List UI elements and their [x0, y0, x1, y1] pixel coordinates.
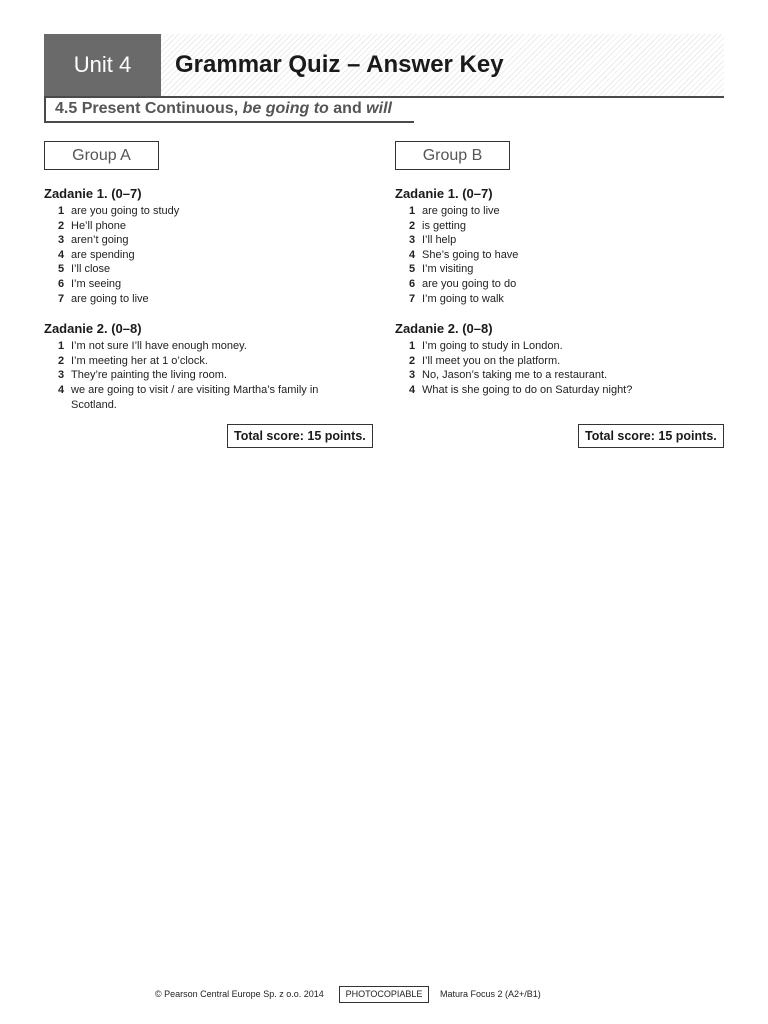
list-item: 3 I’ll help — [409, 234, 457, 247]
list-item: 1 I’m not sure I’ll have enough money. — [58, 340, 247, 353]
group-a-task2-answers — [44, 339, 374, 412]
list-item: 1 are going to live — [409, 205, 500, 217]
list-item: 6 are you going to do — [409, 277, 517, 290]
group-b-task1-answers — [395, 204, 725, 306]
section-title-italic-1: be going to — [242, 100, 329, 117]
group-b-task1-title: Zadanie 1. (0–7) — [395, 186, 493, 201]
group-b-task2-title: Zadanie 2. (0–8) — [395, 321, 493, 337]
section-number: 4.5 — [55, 100, 78, 117]
list-item: 7 are going to live — [58, 292, 149, 305]
page-title: Grammar Quiz – Answer Key — [175, 51, 504, 78]
list-item: 7 I’m going to walk — [409, 292, 504, 305]
group-a-task1-title: Zadanie 1. (0–7) — [44, 186, 142, 201]
list-item: 4 She’s going to have — [409, 248, 519, 261]
list-item: 1 I’m going to study in London. — [409, 340, 563, 353]
list-item: 6 I’m seeing — [58, 277, 122, 290]
list-item: 3 aren’t going — [58, 234, 129, 247]
group-a-label: Group A — [44, 141, 159, 170]
list-item: 2 I’m meeting her at 1 o’clock. — [58, 354, 208, 367]
photocopiable-badge: PHOTOCOPIABLE — [339, 986, 429, 1003]
list-item: 2 is getting — [409, 219, 467, 232]
group-b-total-score: Total score: 15 points. — [578, 424, 724, 448]
list-item: 2 I’ll meet you on the platform. — [409, 354, 561, 367]
section-title-part-1: Present Continuous, — [81, 100, 239, 117]
group-a-task1-answers — [44, 204, 374, 306]
section-title-italic-2: will — [366, 100, 392, 117]
group-a-task2-title: Zadanie 2. (0–8) — [44, 321, 142, 337]
list-item: 1 are you going to study — [58, 205, 180, 217]
section-subtitle — [44, 97, 414, 123]
list-item: 5 I’ll close — [58, 263, 111, 276]
group-a-total-score: Total score: 15 points. — [227, 424, 373, 448]
list-item: 5 I’m visiting — [409, 263, 474, 276]
unit-label: Unit 4 — [44, 34, 161, 96]
list-item: 4 are spending — [58, 248, 135, 261]
list-item: 2 He’ll phone — [58, 219, 127, 232]
group-b-label: Group B — [395, 141, 510, 170]
list-item: 4 we are going to visit / are visiting Martha’s family in Scotland. — [58, 383, 319, 411]
list-item: 3 They’re painting the living room. — [58, 369, 227, 382]
group-a-column — [44, 141, 374, 412]
group-b-column — [395, 141, 725, 398]
copyright-text: © Pearson Central Europe Sp. z o.o. 2014 — [155, 989, 324, 999]
list-item: 3 No, Jason’s taking me to a restaurant. — [409, 369, 608, 382]
list-item: 4 What is she going to do on Saturday night? — [409, 383, 633, 396]
page-footer — [0, 986, 768, 1004]
group-b-task2-answers — [395, 339, 725, 397]
page-header — [44, 34, 724, 98]
book-title: Matura Focus 2 (A2+/B1) — [440, 989, 541, 999]
section-title-part-2: and — [333, 100, 362, 117]
